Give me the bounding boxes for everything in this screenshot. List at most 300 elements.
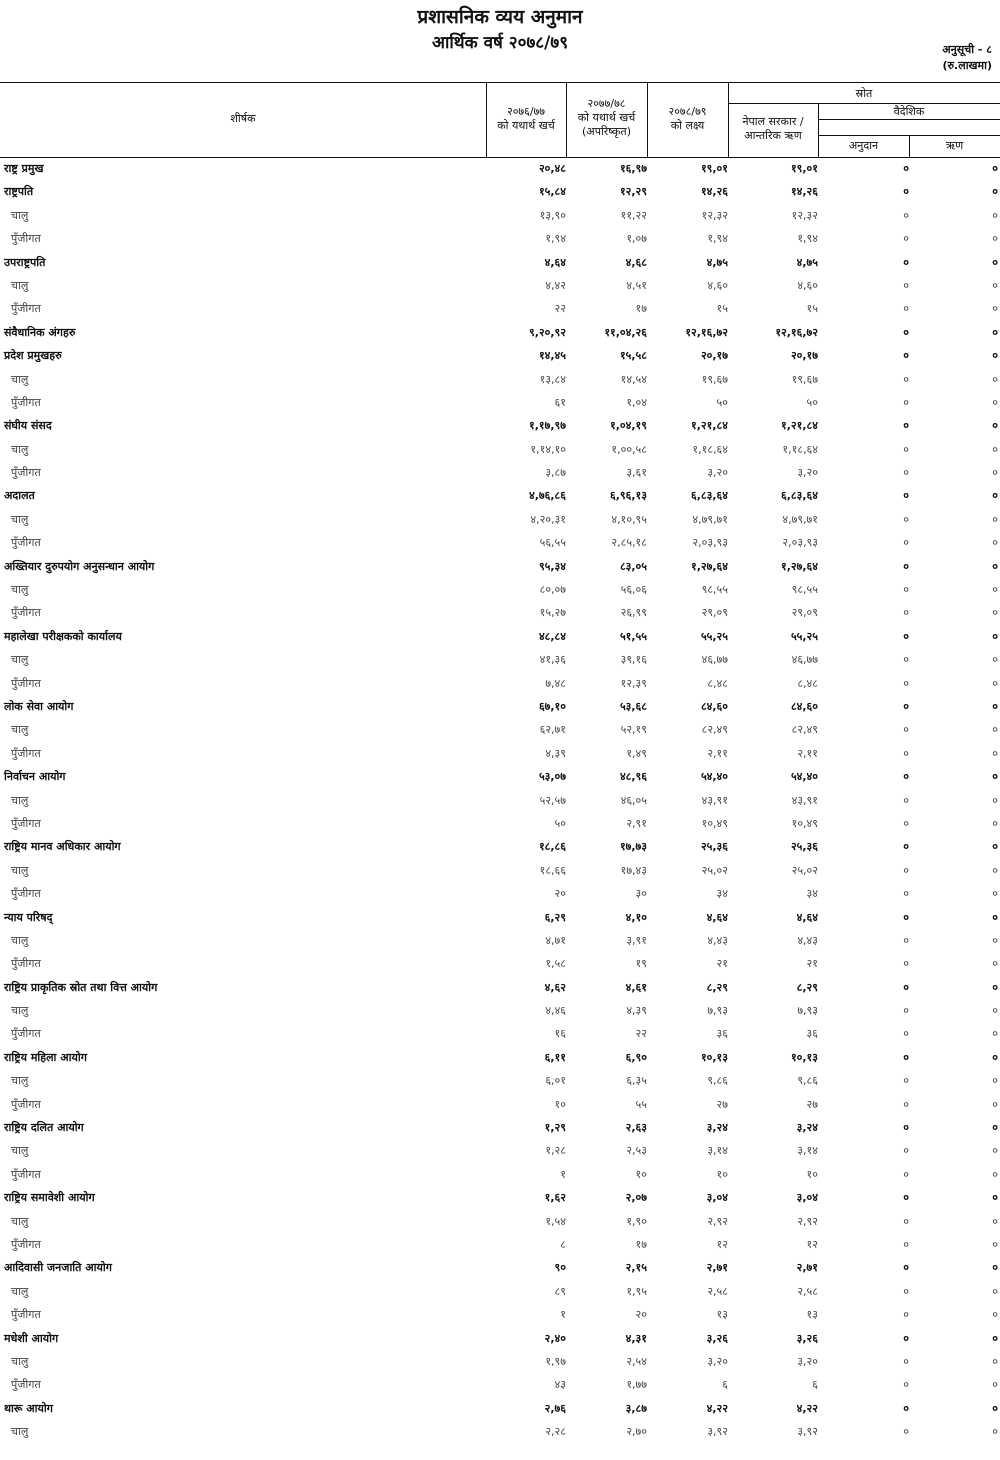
table-row-sub	[0, 672, 1000, 695]
table-row-sub	[0, 391, 1000, 414]
value-2078-79: ४,७९,७१	[692, 512, 728, 526]
value-nepal-gov: २५,०२	[791, 863, 818, 877]
value-2076-77: २,२८	[545, 1425, 566, 1439]
value-2076-77: ४१,३६	[539, 653, 566, 667]
value-grant: ०	[903, 395, 909, 409]
table-row-sub	[0, 929, 1000, 952]
value-2076-77: १,५८	[545, 957, 566, 971]
value-2076-77: ४,७१	[545, 933, 566, 947]
value-2076-77: ४,६४	[544, 255, 566, 269]
header-col-2076-77	[486, 105, 566, 133]
value-2076-77: ६,०१	[545, 1074, 566, 1088]
value-2077-78: १,७७	[626, 1378, 647, 1392]
value-loan: ०	[992, 512, 998, 526]
value-nepal-gov: ३,२०	[797, 466, 818, 480]
value-2078-79: ३६	[716, 1027, 728, 1041]
row-title: चालु	[11, 442, 29, 456]
table-row-heading	[0, 765, 1000, 788]
row-title: पुँजीगत	[11, 1378, 41, 1392]
value-grant: ०	[903, 1191, 909, 1205]
value-loan: ०	[992, 1144, 998, 1158]
value-2077-78: २,१५	[625, 1261, 647, 1275]
value-nepal-gov: ४६,७७	[791, 653, 818, 667]
header-col2-desc: को यथार्थ खर्च	[577, 111, 636, 124]
row-title: पुँजीगत	[11, 746, 41, 760]
value-2078-79: १२,३२	[701, 208, 728, 222]
value-2078-79: ३,२४	[706, 1121, 728, 1135]
row-title: लोक सेवा आयोग	[4, 699, 74, 713]
value-grant: ०	[903, 1331, 909, 1345]
value-2077-78: ५६,०६	[620, 583, 647, 597]
value-2078-79: १४,२६	[700, 185, 728, 199]
value-2076-77: ५६,५५	[539, 536, 566, 550]
value-2078-79: ३,०४	[706, 1191, 728, 1205]
value-2077-78: ३,९१	[626, 933, 647, 947]
value-grant: ०	[903, 863, 909, 877]
row-title: चालु	[11, 793, 29, 807]
value-2078-79: ४,२२	[706, 1401, 728, 1415]
value-nepal-gov: १०,१३	[790, 1050, 818, 1064]
value-2076-77: ४,२०,३१	[530, 512, 566, 526]
value-grant: ०	[903, 980, 909, 994]
table-row-sub	[0, 1303, 1000, 1326]
value-grant: ०	[903, 512, 909, 526]
value-2077-78: ६,३५	[626, 1074, 647, 1088]
value-nepal-gov: ९,८६	[797, 1074, 818, 1088]
annex-label	[942, 42, 992, 74]
value-2077-78: ४,६१	[625, 980, 647, 994]
value-nepal-gov: ५५,२५	[790, 629, 818, 643]
value-loan: ०	[992, 232, 998, 246]
value-loan: ०	[992, 863, 998, 877]
value-nepal-gov: १०	[806, 1167, 818, 1181]
value-grant: ०	[903, 770, 909, 784]
value-2076-77: १४,४५	[538, 349, 566, 363]
header-col-2078-79	[647, 105, 728, 133]
row-title: पुँजीगत	[11, 606, 41, 620]
value-2078-79: ७,९३	[707, 1004, 728, 1018]
value-loan: ०	[992, 325, 998, 339]
table-row-sub	[0, 648, 1000, 671]
row-title: न्याय परिषद्	[4, 910, 53, 924]
table-row-heading	[0, 1256, 1000, 1279]
value-2076-77: १५,२७	[539, 606, 566, 620]
value-nepal-gov: ३,१४	[797, 1144, 818, 1158]
value-loan: ०	[992, 489, 998, 503]
row-title: पुँजीगत	[11, 536, 41, 550]
value-2077-78: २२	[635, 1027, 647, 1041]
value-2076-77: २,४०	[544, 1331, 566, 1345]
header-title-col: शीर्षक	[230, 112, 256, 125]
value-2076-77: १,९४	[545, 232, 566, 246]
value-2078-79: ८४,६०	[700, 699, 728, 713]
value-2077-78: १२,३९	[620, 676, 647, 690]
value-2078-79: १०,४९	[701, 816, 728, 830]
value-2076-77: ३,८७	[545, 466, 566, 480]
table-row-heading	[0, 695, 1000, 718]
table-row-heading	[0, 835, 1000, 858]
value-2076-77: ८९	[554, 1284, 566, 1298]
value-2076-77: ८०,०७	[539, 583, 566, 597]
value-grant: ०	[903, 933, 909, 947]
row-title: थारू आयोग	[4, 1401, 53, 1415]
value-2078-79: १२	[716, 1237, 728, 1251]
table-row-heading	[0, 625, 1000, 648]
value-2078-79: ९,८६	[707, 1074, 728, 1088]
row-title: निर्वाचन आयोग	[4, 770, 66, 784]
table-row-heading	[0, 1397, 1000, 1420]
table-row-sub	[0, 1280, 1000, 1303]
table-row-heading	[0, 555, 1000, 578]
value-2076-77: १०	[554, 1097, 566, 1111]
table-row-sub	[0, 1210, 1000, 1233]
value-2078-79: २,११	[707, 746, 728, 760]
value-2078-79: २१	[716, 957, 728, 971]
table-row-heading	[0, 414, 1000, 437]
value-grant: ०	[903, 489, 909, 503]
value-grant: ०	[903, 676, 909, 690]
value-2076-77: १,९७	[545, 1354, 566, 1368]
value-loan: ०	[992, 887, 998, 901]
value-loan: ०	[992, 349, 998, 363]
value-nepal-gov: १,९४	[797, 232, 818, 246]
value-nepal-gov: १२,३२	[791, 208, 818, 222]
value-loan: ०	[992, 957, 998, 971]
value-2077-78: १५,५८	[619, 349, 647, 363]
header-col2-year: २०७७/७८	[587, 97, 626, 110]
row-title: चालु	[11, 278, 29, 292]
row-title: चालु	[11, 1214, 29, 1228]
value-2076-77: १,२८	[545, 1144, 566, 1158]
table-row-sub	[0, 859, 1000, 882]
value-loan: ०	[992, 793, 998, 807]
value-loan: ०	[992, 372, 998, 386]
value-2077-78: ३९,१६	[620, 653, 647, 667]
table-row-sub	[0, 578, 1000, 601]
value-grant: ०	[903, 419, 909, 433]
value-loan: ०	[992, 1261, 998, 1275]
value-2076-77: ५३,०७	[538, 770, 566, 784]
row-title: अख्तियार दुरुपयोग अनुसन्धान आयोग	[4, 559, 155, 573]
value-grant: ०	[903, 1004, 909, 1018]
value-2077-78: ४,१०	[625, 910, 647, 924]
value-2077-78: ४६,०५	[620, 793, 647, 807]
value-2077-78: ११,०४,२६	[604, 325, 647, 339]
table-row-sub	[0, 227, 1000, 250]
value-2078-79: १,२७,६४	[691, 559, 728, 573]
value-nepal-gov: ४,७९,७१	[782, 512, 818, 526]
header-grant: अनुदान	[848, 139, 879, 152]
value-2078-79: २,५८	[707, 1284, 728, 1298]
value-nepal-gov: १,१८,६४	[782, 442, 818, 456]
value-grant: ०	[903, 910, 909, 924]
table-row-sub	[0, 812, 1000, 835]
value-grant: ०	[903, 1401, 909, 1415]
row-title: राष्ट्र प्रमुख	[4, 162, 44, 175]
value-2076-77: १८,८६	[538, 840, 566, 854]
value-loan: ०	[992, 699, 998, 713]
value-nepal-gov: १०,४९	[791, 816, 818, 830]
value-2076-77: १,५४	[545, 1214, 566, 1228]
value-loan: ०	[992, 723, 998, 737]
value-loan: ०	[992, 1401, 998, 1415]
row-title: चालु	[11, 1284, 29, 1298]
row-title: पुँजीगत	[11, 1097, 41, 1111]
value-2077-78: ३,६१	[626, 466, 647, 480]
value-grant: ०	[903, 583, 909, 597]
value-nepal-gov: ७,९३	[797, 1004, 818, 1018]
value-2078-79: ५५,२५	[700, 629, 728, 643]
table-row-heading	[0, 321, 1000, 344]
row-title: पुँजीगत	[11, 466, 41, 480]
value-2077-78: २,७०	[626, 1425, 647, 1439]
value-2077-78: ६,९६,१३	[610, 489, 647, 503]
table-row-sub	[0, 1163, 1000, 1186]
value-2076-77: ५०	[554, 816, 566, 830]
table-row-sub	[0, 1233, 1000, 1256]
value-grant: ०	[903, 536, 909, 550]
budget-table-body	[0, 157, 1000, 1443]
value-2078-79: ६,८३,६४	[691, 489, 728, 503]
value-grant: ०	[903, 1237, 909, 1251]
value-grant: ०	[903, 1261, 909, 1275]
value-2077-78: २,५४	[626, 1354, 647, 1368]
value-2077-78: २,५३	[626, 1144, 647, 1158]
value-2078-79: २५,३६	[700, 840, 728, 854]
value-2076-77: १,१७,९७	[529, 419, 566, 433]
value-nepal-gov: १४,२६	[790, 185, 818, 199]
value-2078-79: ४३,९१	[701, 793, 728, 807]
row-title: राष्ट्रिय मानव अधिकार आयोग	[4, 840, 121, 854]
table-row-sub	[0, 1420, 1000, 1443]
row-title: संवैधानिक अंगहरु	[4, 325, 76, 339]
value-2076-77: १३,९०	[539, 208, 566, 222]
value-2076-77: ४,६२	[544, 980, 566, 994]
value-loan: ०	[992, 1378, 998, 1392]
value-nepal-gov: २५,३६	[790, 840, 818, 854]
value-grant: ०	[903, 442, 909, 456]
value-nepal-gov: १९,६७	[791, 372, 818, 386]
value-grant: ०	[903, 232, 909, 246]
value-2076-77: ६२,७१	[539, 723, 566, 737]
value-loan: ०	[992, 302, 998, 316]
value-loan: ०	[992, 1050, 998, 1064]
table-header	[0, 82, 1000, 158]
row-title: चालु	[11, 863, 29, 877]
table-row-sub	[0, 204, 1000, 227]
row-title: चालु	[11, 723, 29, 737]
value-grant: ०	[903, 957, 909, 971]
row-title: संघीय संसद	[4, 419, 52, 433]
value-2078-79: ३,९२	[707, 1425, 728, 1439]
value-2076-77: २०,४८	[538, 162, 566, 175]
value-2076-77: ९५,३४	[538, 559, 566, 573]
value-2077-78: १६,९७	[619, 162, 647, 175]
value-2077-78: ३०	[635, 887, 647, 901]
value-nepal-gov: ८४,६०	[790, 699, 818, 713]
value-nepal-gov: १५	[806, 302, 818, 316]
value-nepal-gov: ८,४८	[797, 676, 818, 690]
table-row-heading	[0, 344, 1000, 367]
value-grant: ०	[903, 746, 909, 760]
row-title: चालु	[11, 1425, 29, 1439]
table-row-sub	[0, 1373, 1000, 1396]
value-loan: ०	[992, 653, 998, 667]
value-nepal-gov: ३,९२	[797, 1425, 818, 1439]
table-row-sub	[0, 1350, 1000, 1373]
value-2076-77: १,२९	[544, 1121, 566, 1135]
value-loan: ०	[992, 1214, 998, 1228]
value-grant: ०	[903, 255, 909, 269]
table-row-heading	[0, 180, 1000, 203]
row-title: पुँजीगत	[11, 1027, 41, 1041]
value-2077-78: ५५	[635, 1097, 647, 1111]
value-grant: ०	[903, 793, 909, 807]
row-title: चालु	[11, 1144, 29, 1158]
row-title: चालु	[11, 1074, 29, 1088]
header-foreign: वैदेशिक	[893, 105, 925, 118]
row-title: आदिवासी जनजाति आयोग	[4, 1261, 112, 1275]
table-row-heading	[0, 157, 1000, 180]
value-2076-77: १५,८४	[538, 185, 566, 199]
value-2077-78: ४,१०,९५	[611, 512, 647, 526]
value-2077-78: १९	[635, 957, 647, 971]
value-2076-77: २,७६	[544, 1401, 566, 1415]
value-grant: ०	[903, 1121, 909, 1135]
row-title: राष्ट्रपति	[4, 185, 34, 199]
value-nepal-gov: २,९२	[797, 1214, 818, 1228]
value-2076-77: ६,२९	[544, 910, 566, 924]
table-row-sub	[0, 882, 1000, 905]
header-nepal-gov	[728, 115, 818, 143]
table-row-heading	[0, 484, 1000, 507]
page-title: प्रशासनिक व्यय अनुमान	[417, 6, 583, 28]
row-title: चालु	[11, 653, 29, 667]
header-col3-year: २०७८/७९	[668, 105, 707, 118]
row-title: चालु	[11, 1004, 29, 1018]
value-2077-78: १७,४३	[620, 863, 647, 877]
table-row-sub	[0, 789, 1000, 812]
value-nepal-gov: ३,०४	[796, 1191, 818, 1205]
value-2078-79: १०	[716, 1167, 728, 1181]
value-nepal-gov: ३,२४	[796, 1121, 818, 1135]
row-title: पुँजीगत	[11, 957, 41, 971]
value-loan: ०	[992, 1027, 998, 1041]
table-row-sub	[0, 718, 1000, 741]
value-nepal-gov: ३,२६	[796, 1331, 818, 1345]
row-title: चालु	[11, 372, 29, 386]
value-loan: ०	[992, 419, 998, 433]
value-loan: ०	[992, 980, 998, 994]
table-row-sub	[0, 508, 1000, 531]
value-2077-78: १,९५	[626, 1284, 647, 1298]
value-2078-79: १३	[716, 1308, 728, 1322]
value-loan: ०	[992, 770, 998, 784]
value-2078-79: १२,१६,७२	[685, 325, 728, 339]
value-2076-77: १८,६६	[539, 863, 566, 877]
value-nepal-gov: ८२,४९	[791, 723, 818, 737]
value-2077-78: २६,९९	[620, 606, 647, 620]
value-nepal-gov: ४,६४	[796, 910, 818, 924]
table-row-sub	[0, 297, 1000, 320]
value-2077-78: १०	[635, 1167, 647, 1181]
value-2077-78: १४,५४	[620, 372, 647, 386]
row-title: राष्ट्रिय महिला आयोग	[4, 1050, 87, 1064]
row-title: पुँजीगत	[11, 676, 41, 690]
header-nepal-gov-line2: आन्तरिक ऋण	[744, 129, 802, 142]
value-loan: ०	[992, 395, 998, 409]
value-nepal-gov: २,०३,९३	[782, 536, 818, 550]
row-title: चालु	[11, 208, 29, 222]
value-2076-77: ९,२०,९२	[529, 325, 566, 339]
header-loan: ऋण	[945, 139, 964, 152]
value-nepal-gov: ४३,९१	[791, 793, 818, 807]
value-2078-79: ४,६०	[707, 278, 728, 292]
value-2078-79: ४६,७७	[701, 653, 728, 667]
header-source: स्रोत	[855, 87, 873, 100]
value-2077-78: १७,७३	[619, 840, 647, 854]
value-grant: ०	[903, 1050, 909, 1064]
value-2078-79: २०,१७	[700, 349, 728, 363]
value-nepal-gov: ४,४३	[797, 933, 818, 947]
value-loan: ०	[992, 816, 998, 830]
value-2078-79: ९८,५५	[701, 583, 728, 597]
value-nepal-gov: ५०	[806, 395, 818, 409]
value-2078-79: २,७१	[706, 1261, 728, 1275]
value-grant: ०	[903, 372, 909, 386]
value-grant: ०	[903, 1378, 909, 1392]
value-grant: ०	[903, 1308, 909, 1322]
value-nepal-gov: ६,८३,६४	[781, 489, 818, 503]
table-row-heading	[0, 976, 1000, 999]
value-loan: ०	[992, 536, 998, 550]
value-loan: ०	[992, 278, 998, 292]
value-2077-78: ४,५१	[626, 278, 647, 292]
value-nepal-gov: ६	[812, 1378, 818, 1392]
value-nepal-gov: १,२७,६४	[781, 559, 818, 573]
value-nepal-gov: १,२१,८४	[781, 419, 818, 433]
table-row-sub	[0, 368, 1000, 391]
table-row-sub	[0, 1093, 1000, 1116]
value-2077-78: १,०७	[626, 232, 647, 246]
value-2078-79: १०,१३	[700, 1050, 728, 1064]
row-title: पुँजीगत	[11, 1237, 41, 1251]
value-grant: ०	[903, 349, 909, 363]
value-grant: ०	[903, 1027, 909, 1041]
value-2077-78: ५१,५५	[619, 629, 647, 643]
value-2078-79: ५४,४०	[700, 770, 728, 784]
header-col2-note: (अपरिष्कृत)	[582, 125, 631, 138]
value-2078-79: ३,२०	[707, 1354, 728, 1368]
value-2077-78: ६,९०	[625, 1050, 647, 1064]
row-title: महालेखा परीक्षकको कार्यालय	[4, 629, 122, 643]
value-nepal-gov: २,७१	[796, 1261, 818, 1275]
value-2077-78: ३,८७	[625, 1401, 647, 1415]
table-row-sub	[0, 601, 1000, 624]
value-2076-77: ६,११	[544, 1050, 566, 1064]
value-nepal-gov: ४,६०	[797, 278, 818, 292]
value-nepal-gov: ९८,५५	[791, 583, 818, 597]
value-2076-77: ४,४२	[545, 278, 566, 292]
value-2077-78: १,००,५८	[611, 442, 647, 456]
value-2076-77: १	[560, 1308, 566, 1322]
value-grant: ०	[903, 887, 909, 901]
value-2077-78: ५२,१९	[620, 723, 647, 737]
value-loan: ०	[992, 1097, 998, 1111]
value-grant: ०	[903, 162, 909, 175]
value-nepal-gov: १२,१६,७२	[775, 325, 818, 339]
value-grant: ०	[903, 1284, 909, 1298]
